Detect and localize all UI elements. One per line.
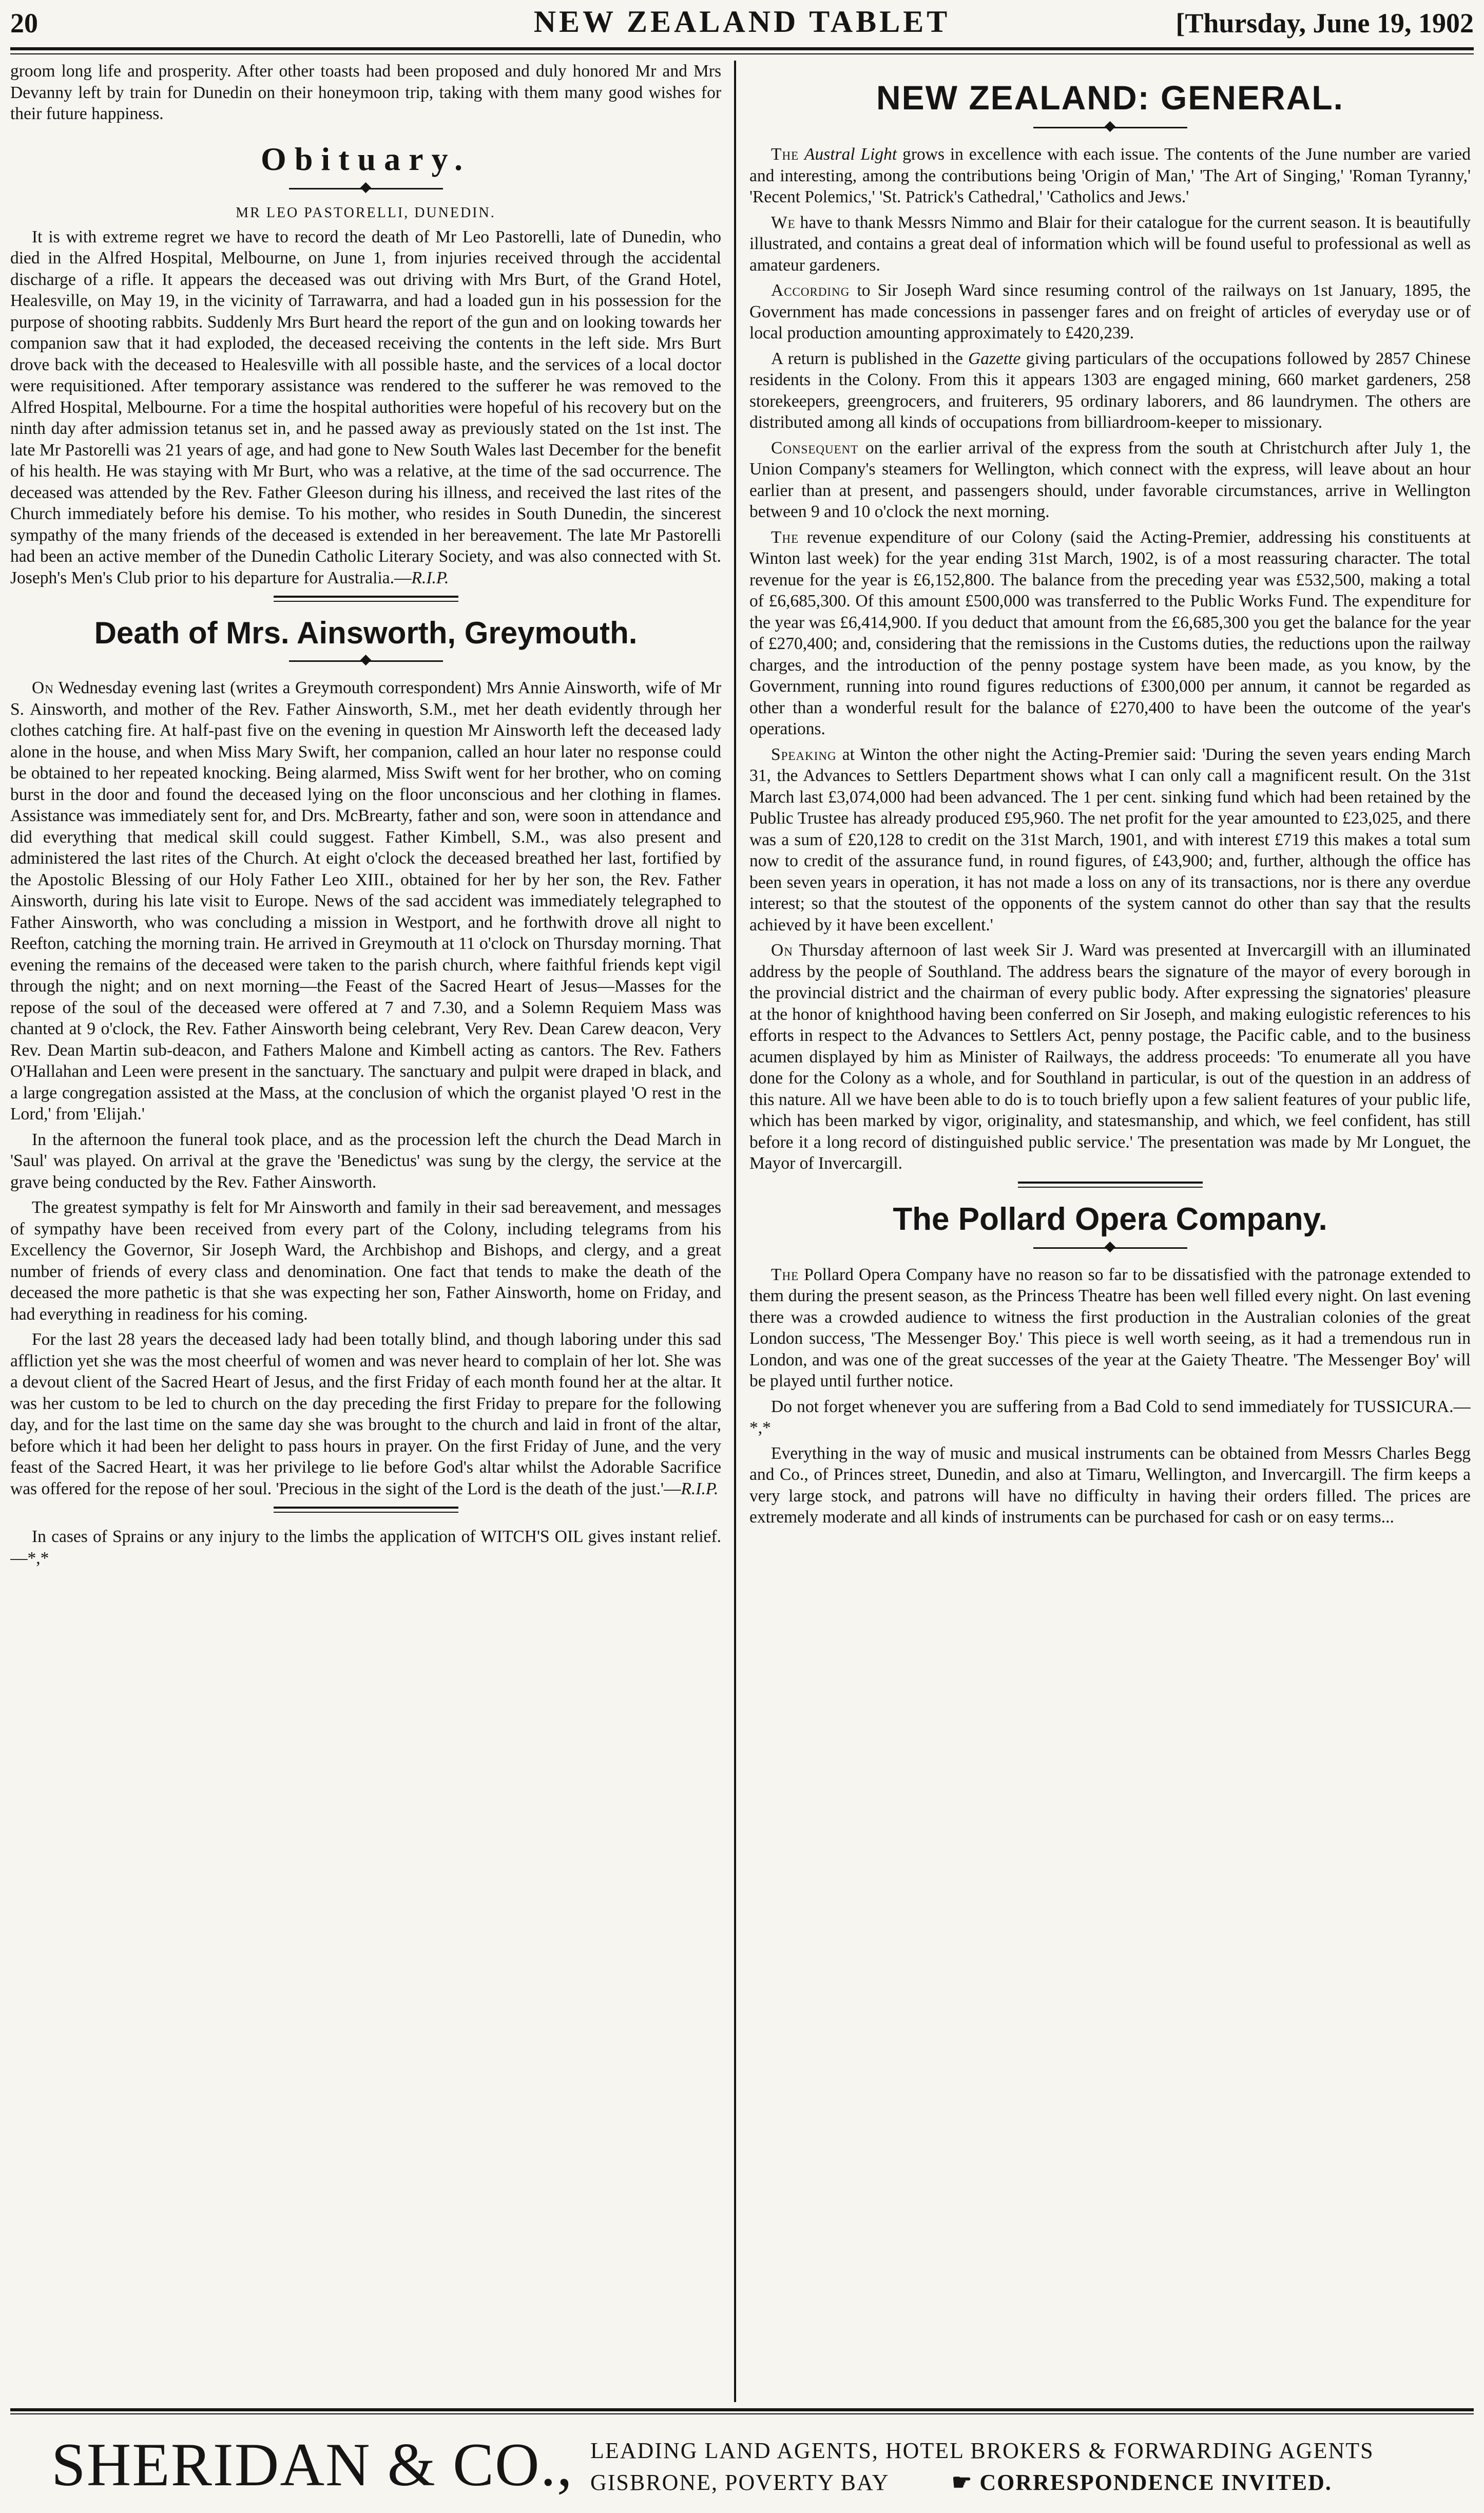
issue-date: [Thursday, June 19, 1902 [1175, 8, 1474, 39]
ad-company-name: SHERIDAN & CO., [51, 2430, 573, 2499]
ainsworth-paragraph: The greatest sympathy is felt for Mr Ainsworth and family in their sad bereavement, and messages of sympathy have been received from every part of the Colony, including telegrams from his Excellency the Governor, Sir Joseph Ward, the Archbishop and Bishops, and clergy, and a great number of friends of every class and denomination. One fact that tends to make the death of the deceased the more pathetic is that she was expecting her son, Father Ainsworth, home on Friday, and had everything in readiness for his coming. [10, 1198, 721, 1324]
pollard-heading: The Pollard Opera Company. [893, 1201, 1327, 1237]
ainsworth-paragraph: For the last 28 years the deceased lady had been totally blind, and though laboring under this sad affliction yet she was the most cheerful of women and was never heard to complain of her lot. She was a devout client of the Sacred Heart of Jesus, and the first Friday of each month found her at the altar. It was her custom to be led to church on the day preceding the first Friday to prepare for the following day, and for the last time on the same day she was brought to the church and laid in front of the altar, before which it had been her delight to pass hours in prayer. On the first Friday of June, and the very feast of the Sacred Heart, it was her privilege to lie before God's altar whilst the Adorable Sacrifice was offered for the repose of her soul. 'Precious in the sight of the Lord is the death of the just.'—R.I.P. [10, 1330, 721, 1498]
obituary-paragraph: It is with extreme regret we have to record the death of Mr Leo Pastorelli, late of Dunedin, who died in the Alfred Hospital, Melbourne, on June 1, from injuries received through the accidental discharge of a rifle. It appears the deceased was out driving with Mrs Burt, of the Grand Hotel, Healesville, on May 19, in the vicinity of Tarrawarra, and had a loaded gun in his possession for the purpose of shooting rabbits. Suddenly Mrs Burt heard the report of the gun and on looking towards her companion saw that it had exploded, the deceased receiving the contents in the left side. Mrs Burt drove back with the deceased to Healesville with all possible haste, and the services of a local doctor were requisitioned. After temporary assistance was rendered to the sufferer he was removed to the Alfred Hospital, Melbourne. For a time the hospital authorities were hopeful of his recovery but on the ninth day after admission tetanus set in, and he passed away as previously stated on the 1st inst. The late Mr Pastorelli was 21 years of age, and had gone to New South Wales last December for the benefit of his health. He was staying with Mr Burt, who was a relative, at the time of the sad occurrence. The deceased was attended by the Rev. Father Gleeson during his illness, and received the last rites of the Church immediately before his demise. To his mother, who resides in South Dunedin, the sincerest sympathy of the many friends of the deceased is extended in her bereavement. The late Mr Pastorelli had been an active member of the Dunedin Catholic Literary Society, and was also connected with St. Joseph's Men's Club prior to his departure for Australia.—R.I.P. [10, 227, 721, 587]
rip-signoff: R.I.P. [411, 568, 449, 587]
diamond-rule [1033, 1243, 1187, 1253]
ad-location-line [590, 2469, 1332, 2496]
ainsworth-paragraph: On Wednesday evening last (writes a Greymouth correspondent) Mrs Annie Ainsworth, wife of Mr S. Ainsworth, and mother of the Rev. Father Ainsworth, S.M., met her death evidently through her clothes catching fire. At half-past five on the evening in question Mr Ainsworth left the deceased lady alone in the house, and when Miss Mary Swift, her companion, called an hour later no response could be obtained to her repeated knocking. Being alarmed, Miss Swift went for her brother, who on coming burst in the door and found the deceased lying on the floor unconscious and her clothing in flames. Assistance was immediately sent for, and Drs. McBrearty, father and son, were soon in attendance and did everything that medical skill could suggest. Father Kimbell, S.M., was also present and administered the last rites of the Church. At eight o'clock the deceased breathed her last, fortified by the Apostolic Blessing of our Holy Father Leo XIII., obtained for her by her son, the Rev. Father Ainsworth, during his late visit to Europe. News of the sad accident was immediately telegraphed to Father Ainsworth, who was concluding a mission in Westport, and he forthwith drove all night to Reefton, catching the morning train. He arrived in Greymouth at 11 o'clock on Thursday morning. That evening the remains of the deceased were taken to the parish church, where faithful friends kept vigil through the night; and on next morning—the Feast of the Sacred Heart of Jesus—Masses for the repose of the soul of the deceased were offered at 7 and 7.30, and a Solemn Requiem Mass was chanted at 9 o'clock, the Rev. Father Ainsworth being celebrant, Very Rev. Dean Carew deacon, Very Rev. Dean Martin sub-deacon, and Fathers Malone and Kimbell acting as cantors. The Rev. Fathers O'Hallahan and Leen were present in the sanctuary. The sanctuary and pulpit were draped in black, and a large congregation assisted at the Mass, at the conclusion of which the organist played 'O rest in the Lord,' from 'Elijah.' [10, 678, 721, 1124]
news-paragraph: A return is published in the Gazette giving particulars of the occupations followed by 2857 Chinese residents in the Colony. From this it appears 1303 are engaged mining, 660 market gardeners, 258 storekeepers, greengrocers, and fruiterers, 95 ordinary laborers, and 86 laundrymen. The others are distributed among all kinds of occupations from billiardroom-keeper to missionary. [749, 349, 1471, 432]
section-separator [274, 1507, 458, 1513]
rip-signoff: R.I.P. [681, 1479, 719, 1498]
section-separator [274, 596, 458, 602]
ad-services-line: LEADING LAND AGENTS, HOTEL BROKERS & FORWARDING AGENTS [590, 2438, 1374, 2463]
news-paragraph: The revenue expenditure of our Colony (said the Acting-Premier, addressing his constituents at Winton last week) for the year ending 31st March, 1902, is of a most reassuring character. The total revenue for the year is £6,152,800. The balance from the preceding year was £532,500, making a total of £6,685,300. Of this amount £500,000 was transferred to the Public Works Fund. The expenditure for the year was £6,414,900. If you deduct that amount from the £6,685,300 you get the balance for the year of £270,400; and, considering that the remissions in the Customs duties, the reductions upon the railway charges, and the introduction of the penny postage system have been made, as you know, by the Government, running into round figures reductions of £300,000 per annum, it cannot be regarded as other than a wonderful result for the balance of £270,400 to have been the outcome of the year's operations. [749, 527, 1471, 738]
begg-notice: Everything in the way of music and musical instruments can be obtained from Messrs Charles Begg and Co., of Princes street, Dunedin, and also at Timaru, Wellington, and Invercargill. The firm keeps a very large stock, and patrons will have no difficulty in having their orders filled. The prices are extremely moderate and all kinds of instruments can be purchased for cash or on easy terms... [749, 1443, 1471, 1527]
witchs-oil-notice: In cases of Sprains or any injury to the limbs the application of WITCH'S OIL gives instant relief.—*,* [10, 1527, 721, 1568]
continuation-paragraph: groom long life and prosperity. After other toasts had been proposed and duly honored Mr and Mrs Devanny left by train for Dunedin on their honeymoon trip, taking with them many good wishes for their future happiness. [10, 62, 721, 123]
news-paragraph: On Thursday afternoon of last week Sir J. Ward was presented at Invercargill with an illuminated address by the people of Southland. The address bears the signature of the mayor of every borough in the provincial district and the chairman of every public body. After expressing the signatories' pleasure at the honor of knighthood having been conferred on Sir Joseph, and making eulogistic references to his efforts in respect to the Advances to Settlers Act, penny postage, the Pacific cable, and to the business acumen displayed by him as Minister of Railways, the address proceeds: 'To enumerate all you have done for the Colony as a whole, and for Southland in particular, is out of the question in an address of this nature. All we have been able to do is to touch briefly upon a few salient features of your public life, which has been marked by vigor, originality, and statesmanship, and which, we feel confident, has still before it a long record of distinguished public service.' The presentation was made by Mr Longuet, the Mayor of Invercargill. [749, 941, 1471, 1173]
diamond-rule [289, 656, 443, 666]
page-header [10, 4, 1474, 45]
right-column [749, 61, 1471, 2402]
ainsworth-heading: Death of Mrs. Ainsworth, Greymouth. [94, 616, 638, 650]
obituary-subhead: MR LEO PASTORELLI, DUNEDIN. [236, 204, 496, 221]
news-paragraph: Consequent on the earlier arrival of the express from the south at Christchurch after July 1, the Union Company's steamers for Wellington, which connect with the express, will leave about an hour earlier than at present, and passengers should, under favorable circumstances, arrive in Wellington between 9 and 10 o'clock the next morning. [749, 438, 1471, 521]
news-paragraph: The Austral Light grows in excellence with each issue. The contents of the June number are varied and interesting, among the contributions being 'Origin of Man,' 'The Art of Singing,' 'Roman Tyranny,' 'Recent Polemics,' 'St. Patrick's Cathedral,' 'Catholics and Jews.' [749, 145, 1471, 206]
diamond-rule [289, 183, 443, 194]
left-column [10, 61, 721, 2402]
footer-rule-thick [10, 2408, 1474, 2411]
publication-title: NEW ZEALAND TABLET [533, 5, 951, 39]
header-rule-thin [10, 53, 1474, 54]
section-separator [1018, 1182, 1203, 1188]
diamond-rule [1033, 122, 1187, 132]
nz-general-heading: NEW ZEALAND: GENERAL. [876, 79, 1344, 117]
footer-rule-thin [10, 2413, 1474, 2414]
column-divider [734, 61, 736, 2402]
ad-location: GISBRONE, POVERTY BAY [590, 2470, 889, 2495]
ad-correspondence: ☛ CORRESPONDENCE INVITED. [951, 2470, 1332, 2495]
page-number: 20 [10, 8, 38, 39]
pointing-hand-icon: ☛ [951, 2470, 973, 2495]
news-paragraph: We have to thank Messrs Nimmo and Blair for their catalogue for the current season. It is beautifully illustrated, and contains a great deal of information which will be found useful to professional as well as amateur gardeners. [749, 213, 1471, 275]
obituary-heading: Obituary. [261, 140, 471, 177]
news-paragraph: According to Sir Joseph Ward since resuming control of the railways on 1st January, 1895, the Government has made concessions in passenger fares and on freight of articles of everyday use or of local production amounting approximately to £420,239. [749, 281, 1471, 342]
ainsworth-paragraph: In the afternoon the funeral took place, and as the procession left the church the Dead March in 'Saul' was played. On arrival at the grave the 'Benedictus' was sung by the clergy, the service at the grave being conducted by the Rev. Father Ainsworth. [10, 1130, 721, 1192]
header-rule-thick [10, 47, 1474, 50]
news-paragraph: Speaking at Winton the other night the Acting-Premier said: 'During the seven years ending March 31, the Advances to Settlers Department shows what I can only call a magnificent result. On the 31st March last £3,074,000 had been advanced. The 1 per cent. sinking fund which had been retained by the Public Trustee has already produced £95,960. The net profit for the year amounted to £23,025, and there was a sum of £20,128 to credit on the 31st March, 1901, and with interest £719 this makes a total sum now to credit of the assurance fund, in round figures, of £43,900; and, further, although the office has been seven years in operation, it has not made a loss on any of its transactions, nor is there any overdue interest; so that the stoutest of the opponents of the system cannot do other than say that the results achieved by it have been excellent.' [749, 745, 1471, 935]
sheridan-advertisement [10, 2421, 1474, 2498]
tussicura-notice: Do not forget whenever you are suffering from a Bad Cold to send immediately for TUSSICURA.—*,* [749, 1397, 1471, 1437]
pollard-paragraph: The Pollard Opera Company have no reason so far to be dissatisfied with the patronage extended to them during the present season, as the Princess Theatre has been well filled every night. On last evening there was a crowded audience to witness the first production in the Australian colonies of the great London success, 'The Messenger Boy.' This piece is well worth seeing, as it had a tremendous run in London, and was one of the great successes of the year at the Gaiety Theatre. 'The Messenger Boy' will be played until further notice. [749, 1265, 1471, 1391]
